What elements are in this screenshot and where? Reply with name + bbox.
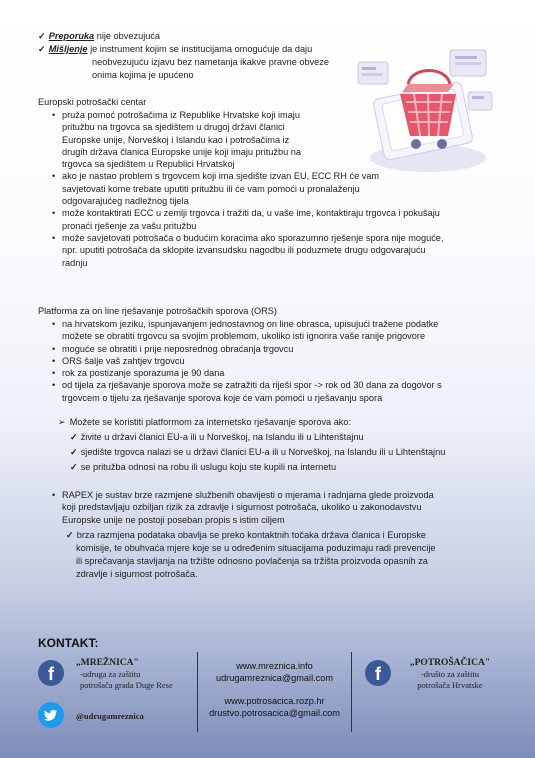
bullet-text: • ako je nastao problem s trgovcem koji ima sjedište izvan EU, ECC RH će vam (62, 171, 380, 182)
preporuka-term: Preporuka (48, 31, 95, 41)
rapex-bullet (52, 489, 434, 526)
misljenje-term: Mišljenje (48, 44, 88, 54)
bullet-text: ORS šalje vaš zahtjev trgovcu (62, 355, 185, 366)
check-icon (38, 31, 49, 41)
bullet-text: • može savjetovati potrošača o budućim koracima ako sporazumno rješenje spora nije moguće, (62, 232, 444, 243)
bullet-text: • pruža pomoć potrošačima iz Republike Hrvatske koji imaju (62, 110, 300, 120)
ors-heading: Platforma za on line rješavanje potrošačkih sporova (ORS) (38, 306, 277, 316)
bullet-text: • RAPEX je sustav brze razmjene službenih obavijesti o mjerama i radnjama glede proizvoda (62, 490, 434, 500)
bullet-text: Europske unije, Norveškoj i Islandu kao i potrošačima iz (62, 134, 290, 145)
web-link[interactable]: www.potrosacica.rozp.hr (224, 696, 325, 706)
ors-check-item (70, 431, 364, 443)
bullet-text: trgovca sa sjedištem u Republici Hrvatskoj (62, 159, 235, 170)
bullet-text: radnju (62, 257, 88, 268)
check-icon (70, 462, 81, 472)
bullet-text: savjetovati kome trebate uputiti pritužbu ili će vam pomoći u pronalaženju (62, 183, 360, 194)
bullet-text: trgovcem o tijelu za rješavanje sporova koje će vam pomoći u rješavanju spora (62, 392, 383, 403)
rapex-check-line: komisije, te obuhvaća mjere koje se u određenim situacijama poduzimaju radi prevencije (76, 543, 436, 553)
bullet-text: možete se obratiti trgovcu sa svojim problemom, ukoliko isti ignorira vaše ranije prigovore (62, 331, 426, 342)
intro-text: je instrument kojim se institucijama omogućuje da daju (87, 44, 313, 54)
web-link[interactable]: www.mreznica.info (236, 661, 313, 671)
contact-divider-right (351, 652, 352, 732)
check-text: brza razmjena podataka obavlja se preko kontaktnih točaka država članica i Europske (76, 530, 427, 540)
ors-bullet (52, 343, 442, 355)
ors-arrow-item (58, 416, 351, 428)
bullet-text: • može kontaktirati ECC u zemlji trgovca i tražiti da, u vaše ime, kontaktiraju trgovca i pokušaju (62, 208, 440, 219)
arrow-bullet-icon (58, 417, 70, 427)
bullet-text: • na hrvatskom jeziku, ispunjavanjem jednostavnog on line obrasca, upisujući tražene podatke (62, 319, 439, 329)
check-icon (66, 530, 77, 540)
facebook-icon[interactable]: f (365, 660, 391, 686)
rapex-check-line: ili sprečavanja stavljanja na tržište odnosno povlačenja sa tržišta proizvoda opasnih za (76, 556, 428, 566)
intro-line-preporuka (38, 30, 160, 42)
check-text: se pritužba odnosi na robu ili uslugu koju ste kupili na internetu (80, 462, 337, 472)
email-link[interactable]: udrugamreznica@gmail.com (215, 673, 334, 683)
bullet-text: moguće se obratiti i prije neposrednog obraćanja trgovcu (62, 343, 294, 354)
bullet-text: pritužbu na trgovca sa sjedištem u drugoj državi članici (62, 122, 285, 133)
ors-check-item (70, 461, 336, 473)
rapex-bullet-list (52, 489, 434, 526)
bullet-text: rok za postizanje sporazuma je 90 dana (62, 368, 225, 379)
ecc-bullet-list (52, 109, 443, 269)
ecc-bullet (52, 109, 443, 170)
org-line: potrošača grada Duge Rese (80, 680, 173, 690)
intro-text: nije obvezujuća (94, 31, 161, 41)
check-icon (70, 447, 81, 457)
bullet-text: koji predstavljaju ozbiljan rizik za zdravlje i sigurnost potrošača, ukoliko u zakonodavstvu (62, 502, 422, 513)
ecc-heading: Europski potrošački centar (38, 97, 147, 107)
rapex-check-item (66, 529, 426, 541)
bullet-text: Europske unije ne postoji poseban propis s istim ciljem (62, 514, 285, 525)
mreznica-name: „MREŽNICA" (76, 658, 139, 668)
contact-links (198, 660, 351, 719)
check-icon (70, 432, 81, 442)
bullet-text: pronaći rješenje za vašu pritužbu (62, 220, 197, 231)
facebook-icon[interactable]: f (38, 660, 64, 686)
ors-bullet-list (52, 318, 442, 404)
check-icon (38, 44, 49, 54)
bullet-text: drugih država članica Europske unije koji imaju pritužbu na (62, 146, 302, 157)
org-line: -društo za zaštitu (420, 669, 480, 679)
twitter-handle[interactable]: @udrugamreznica (76, 711, 144, 721)
check-text: živite u državi članici EU-a ili u Norveškoj, na Islandu ili u Lihtenštajnu (80, 432, 364, 442)
ors-bullet (52, 355, 442, 367)
ors-bullet (52, 367, 442, 379)
org-line: potrošača Hrvatske (417, 680, 483, 690)
ecc-bullet (52, 170, 443, 207)
ors-bullet (52, 379, 442, 404)
contact-title: KONTAKT: (38, 636, 99, 650)
bullet-text: • od tijela za rješavanje sporova može se zatražiti da riješi spor -> rok od 30 dana za dogovor s (62, 380, 442, 391)
email-link[interactable]: drustvo.potrosacica@gmail.com (209, 708, 340, 718)
ors-check-item (70, 446, 445, 458)
ecc-bullet (52, 232, 443, 269)
bullet-text: npr. uputiti potrošača da sklopite izvansudsku nagodbu ili poduzmete drugu odgovarajuću (62, 245, 426, 256)
intro-line-4: onima kojima je upućeno (92, 70, 194, 80)
potrosacica-name: „POTROŠAČICA" (409, 658, 491, 668)
rapex-check-line: zdravlje i sigurnost potrošača. (76, 569, 198, 579)
mreznica-org (76, 657, 173, 691)
check-text: sjedište trgovca nalazi se u državi članici EU-a ili u Norveškoj, na Islandu ili u Lihtenštajnu (80, 447, 446, 457)
potrosacica-org (400, 657, 500, 691)
arrow-text: Možete se koristiti platformom za internetsko rješavanje sporova ako: (69, 417, 352, 427)
ecc-bullet (52, 207, 443, 232)
intro-line-misljenje (38, 43, 312, 55)
intro-line-3: neobvezujuću izjavu bez nametanja ikakve pravne obveze (92, 57, 329, 67)
twitter-icon[interactable] (38, 702, 64, 728)
bullet-text: odgovarajućeg nadležnog tijela (62, 196, 189, 207)
org-line: -udruga za zaštitu (80, 669, 141, 679)
ors-bullet (52, 318, 442, 343)
